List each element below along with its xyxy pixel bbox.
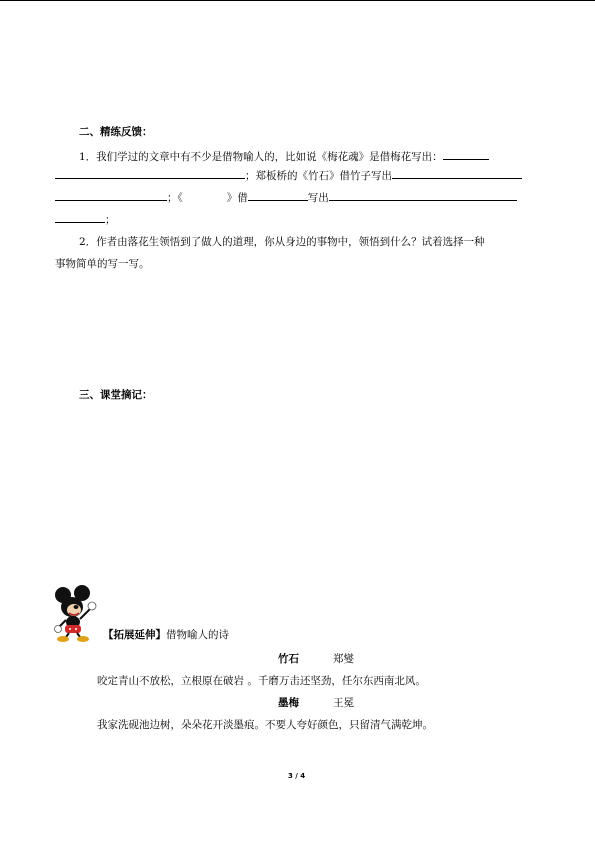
section3-heading: 三、课堂摘记： <box>79 389 153 401</box>
q1-blank-7[interactable] <box>55 211 105 223</box>
poem1-title: 竹石 <box>278 653 299 665</box>
poem1-header <box>278 652 354 666</box>
page-number: 3 / 4 <box>288 772 306 780</box>
q1-blank-3[interactable] <box>392 167 522 179</box>
q1-line1-text: 1．我们学过的文章中有不少是借物喻人的，比如说《梅花魂》是借梅花写出： <box>79 151 443 163</box>
poem2-author: 王冕 <box>333 697 354 709</box>
q2-line2: 事物简单的写一写。 <box>55 258 150 270</box>
q1-line3-a: ；《 <box>167 192 183 204</box>
q1-blank-4[interactable] <box>55 189 167 201</box>
q1-line4-end: ； <box>105 214 116 226</box>
q1-line3 <box>55 189 517 205</box>
poem1-text: 咬定青山不放松，立根原在破岩 。千磨万击还坚劲，任尔东西南北风。 <box>97 675 426 687</box>
poem2-title: 墨梅 <box>278 697 299 709</box>
extension-label: 【拓展延伸】 <box>103 629 166 641</box>
page-top-rule <box>0 0 595 1</box>
q1-line1 <box>79 148 489 164</box>
q2-line1: 2．作者由落花生领悟到了做人的道理，你从身边的事物中，领悟到什么？试着选择一种 <box>79 236 485 248</box>
poem2-text: 我家洗砚池边树，朵朵花开淡墨痕。不要人夸好颜色，只留清气满乾坤。 <box>97 719 433 731</box>
extension-subtitle: 借物喻人的诗 <box>166 629 229 641</box>
mickey-mouse-icon <box>52 585 100 643</box>
q1-line2 <box>55 167 522 183</box>
q1-line3-b: 》借 <box>226 192 248 204</box>
poem2-header <box>278 696 354 710</box>
q1-blank-5[interactable] <box>248 189 308 201</box>
q1-blank-2[interactable] <box>55 167 245 179</box>
q1-line4 <box>55 211 116 227</box>
extension-heading <box>103 628 229 642</box>
q1-blank-1[interactable] <box>443 148 489 160</box>
q1-blank-6[interactable] <box>329 189 517 201</box>
section2-heading: 二、精练反馈： <box>79 126 153 138</box>
poem1-author: 郑燮 <box>333 653 354 665</box>
q1-line3-c: 写出 <box>307 192 329 204</box>
q1-line2-text: ；郑板桥的《竹石》借竹子写出 <box>245 170 392 182</box>
